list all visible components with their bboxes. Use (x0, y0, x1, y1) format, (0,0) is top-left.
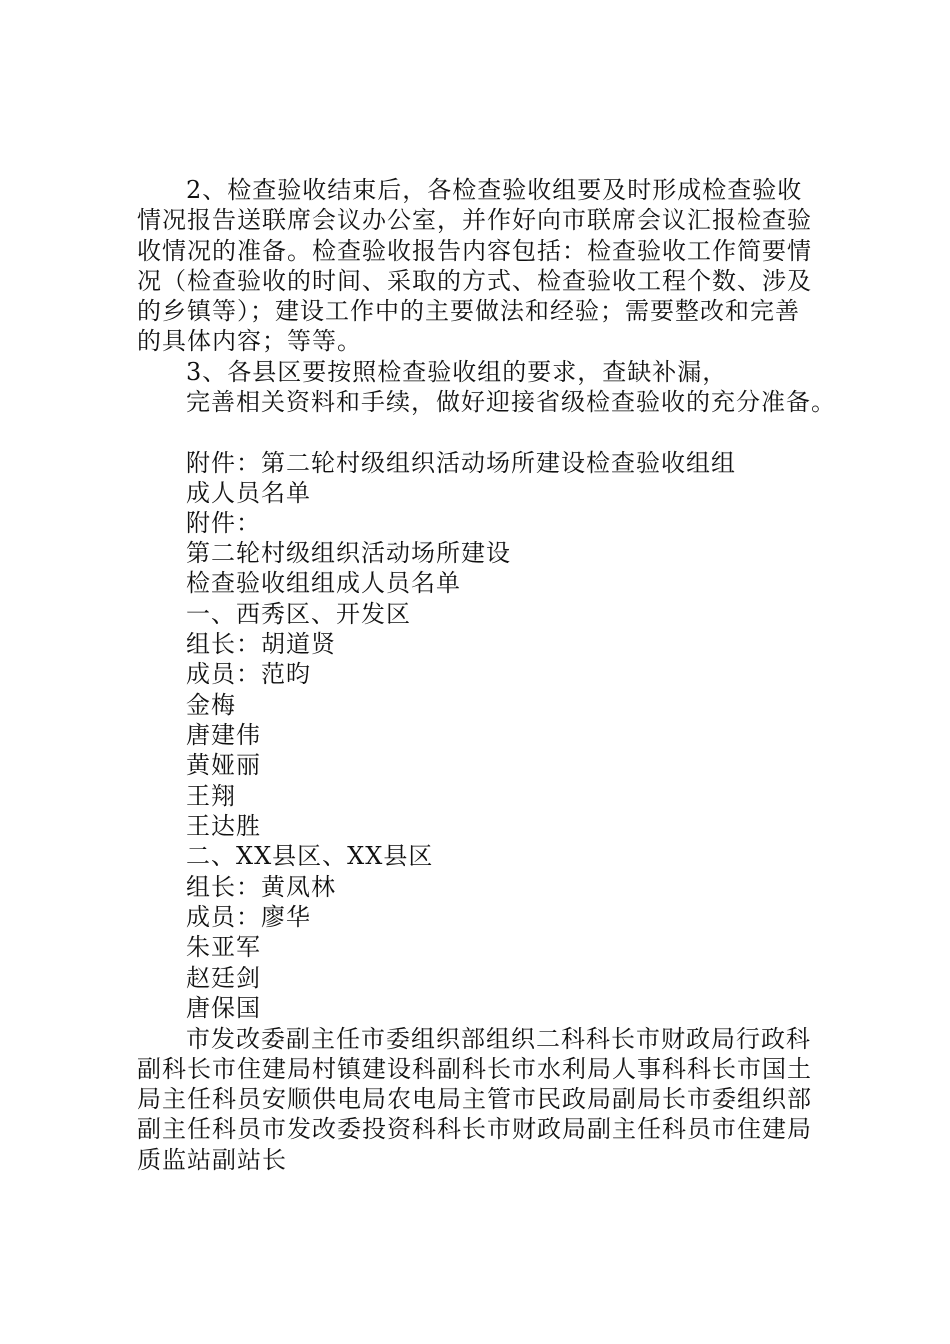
group1-member: 金梅 (186, 691, 236, 719)
positions-line-4: 副主任科员市发改委投资科科长市财政局副主任科员市住建局 (137, 1115, 812, 1143)
group2-leader: 组长：黄凤林 (186, 873, 336, 901)
para3-line-2: 完善相关资料和手续，做好迎接省级检查验收的充分准备。 (186, 388, 836, 416)
positions-line-2: 副科长市住建局村镇建设科副科长市水利局人事科科长市国土 (137, 1055, 812, 1083)
group1-member: 王达胜 (186, 812, 261, 840)
group2-member: 成员：廖华 (186, 903, 311, 931)
group2-member: 赵廷剑 (186, 964, 261, 992)
attachment-line-2: 成人员名单 (186, 479, 311, 507)
group2-member: 朱亚军 (186, 933, 261, 961)
group2-member: 唐保国 (186, 994, 261, 1022)
positions-line-3: 局主任科员安顺供电局农电局主管市民政局副局长市委组织部 (137, 1085, 812, 1113)
para2-line-6: 的具体内容；等等。 (137, 327, 362, 355)
positions-line-1: 市发改委副主任市委组织部组织二科科长市财政局行政科 (186, 1025, 811, 1053)
para2-line-2: 情况报告送联席会议办公室，并作好向市联席会议汇报检查验 (137, 206, 812, 234)
positions-line-5: 质监站副站长 (137, 1146, 287, 1174)
group1-member: 成员：范昀 (186, 660, 311, 688)
list-title-line-2: 检查验收组组成人员名单 (186, 569, 461, 597)
attachment-line-1: 附件：第二轮村级组织活动场所建设检查验收组组 (186, 449, 736, 477)
group1-member: 唐建伟 (186, 721, 261, 749)
para2-line-3: 收情况的准备。检查验收报告内容包括：检查验收工作简要情 (137, 237, 812, 265)
group1-member: 黄娅丽 (186, 751, 261, 779)
group1-leader: 组长：胡道贤 (186, 630, 336, 658)
group2-title: 二、XX县区、XX县区 (186, 842, 434, 870)
para2-line-4: 况（检查验收的时间、采取的方式、检查验收工程个数、涉及 (137, 267, 812, 295)
para2-line-1: 2、检查验收结束后，各检查验收组要及时形成检查验收 (186, 176, 803, 204)
group1-member: 王翔 (186, 782, 236, 810)
list-title-line-1: 第二轮村级组织活动场所建设 (186, 539, 511, 567)
group1-title: 一、西秀区、开发区 (186, 600, 411, 628)
para3-line-1: 3、各县区要按照检查验收组的要求，查缺补漏， (186, 358, 728, 386)
attachment-label: 附件： (186, 509, 261, 537)
para2-line-5: 的乡镇等）；建设工作中的主要做法和经验；需要整改和完善 (137, 297, 800, 325)
